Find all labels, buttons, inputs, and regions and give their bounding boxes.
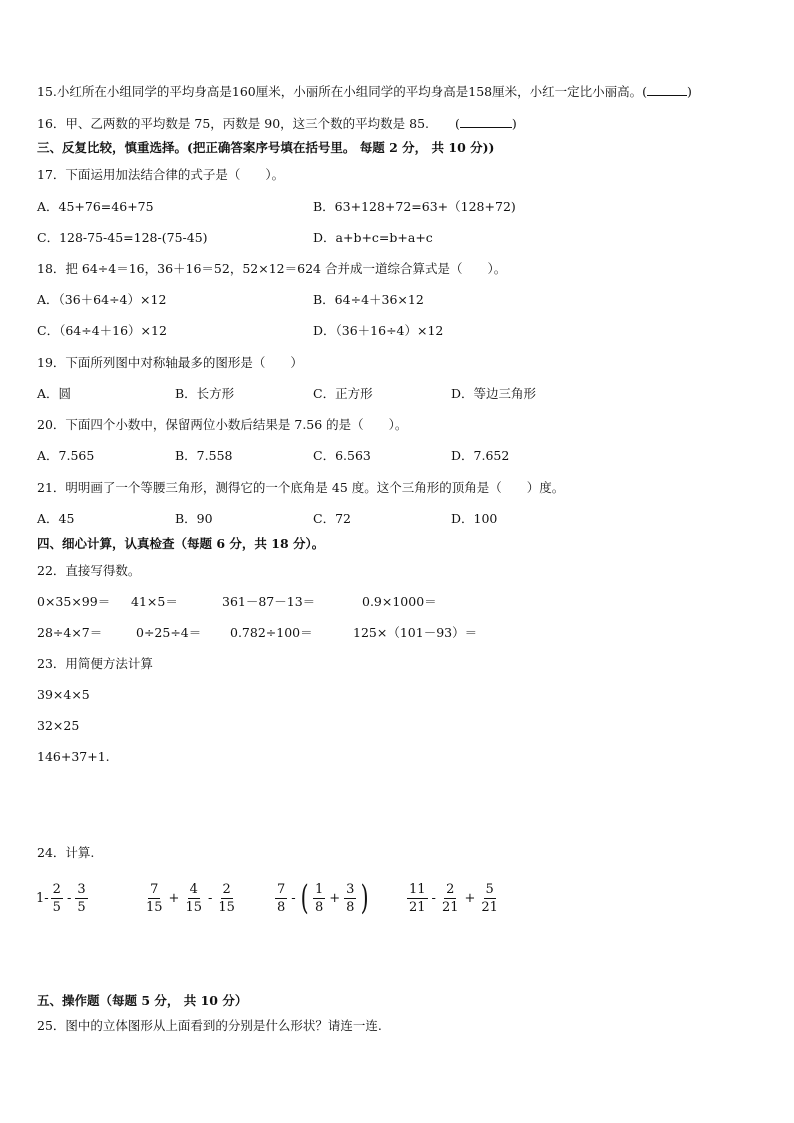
answer-blank-16[interactable] bbox=[460, 116, 512, 128]
question-19-stem: 19．下面所列图中对称轴最多的图形是（ ） bbox=[37, 355, 303, 370]
option-21-a[interactable]: A．45 bbox=[37, 511, 75, 526]
fraction: $\frac{1}{8}$ bbox=[314, 881, 324, 915]
fraction-expression-3: $\frac{7}{8}$ - ( $\frac{1}{8}$ + $\frac{3}{8}$ ) bbox=[277, 878, 370, 918]
question-15: 15.小红所在小组同学的平均身高是160厘米，小丽所在小组同学的平均身高是158厘米，小红一定比小丽高。( ) bbox=[37, 84, 692, 99]
fraction: $\frac{2}{15}$ bbox=[218, 881, 235, 915]
option-21-d[interactable]: D．100 bbox=[451, 511, 498, 526]
option-20-a[interactable]: A．7.565 bbox=[37, 448, 95, 463]
calc-item: 0×35×99＝ bbox=[37, 594, 111, 609]
fraction: $\frac{2}{5}$ bbox=[52, 881, 61, 915]
fraction: $\frac{4}{15}$ bbox=[185, 881, 202, 915]
option-18-c[interactable]: C．（64÷4＋16）×12 bbox=[37, 323, 167, 338]
section-5-heading: 五、操作题（每题 5 分， 共 10 分） bbox=[37, 993, 248, 1008]
section-3-heading: 三、反复比较，慎重选择。(把正确答案序号填在括号里。 每题 2 分， 共 10 分)) bbox=[37, 140, 495, 155]
question-25-stem: 25．图中的立体图形从上面看到的分别是什么形状？请连一连. bbox=[37, 1018, 382, 1033]
question-16-text: 16．甲、乙两数的平均数是 75，丙数是 90，这三个数的平均数是 85. bbox=[37, 116, 430, 131]
option-21-c[interactable]: C．72 bbox=[313, 511, 351, 526]
calc-item: 28÷4×7＝ bbox=[37, 625, 103, 640]
left-parenthesis: ( bbox=[300, 878, 309, 918]
fraction: $\frac{2}{21}$ bbox=[441, 881, 459, 915]
calc-item: 0.782÷100＝ bbox=[230, 625, 313, 640]
calc-item: 361－87－13＝ bbox=[222, 594, 316, 609]
option-20-d[interactable]: D．7.652 bbox=[451, 448, 510, 463]
option-20-c[interactable]: C．6.563 bbox=[313, 448, 371, 463]
question-21-stem: 21．明明画了一个等腰三角形，测得它的一个底角是 45 度。这个三角形的顶角是（ ）度。 bbox=[37, 480, 565, 495]
fraction-expression-1: 1- $\frac{2}{5}$ - $\frac{3}{5}$ bbox=[36, 881, 86, 915]
option-17-a[interactable]: A．45+76=46+75 bbox=[37, 199, 154, 214]
fraction-expression-4: $\frac{11}{21}$ - $\frac{2}{21}$ + $\frac{5}{21}$ bbox=[409, 881, 498, 915]
fraction: $\frac{3}{8}$ bbox=[346, 881, 355, 915]
calc-item: 32×25 bbox=[37, 718, 80, 733]
fraction: $\frac{11}{21}$ bbox=[409, 881, 426, 915]
fraction: $\frac{3}{5}$ bbox=[77, 881, 86, 915]
question-17-stem: 17．下面运用加法结合律的式子是（ ）。 bbox=[37, 167, 285, 182]
option-20-b[interactable]: B．7.558 bbox=[175, 448, 233, 463]
question-18-stem: 18．把 64÷4＝16，36＋16＝52，52×12＝624 合并成一道综合算式是（ ）。 bbox=[37, 261, 507, 276]
question-16: 16．甲、乙两数的平均数是 75，丙数是 90，这三个数的平均数是 85. ( ) bbox=[37, 116, 517, 131]
section-4-heading: 四、细心计算，认真检查（每题 6 分，共 18 分）。 bbox=[37, 536, 325, 551]
calc-item: 125×（101－93）＝ bbox=[353, 625, 478, 640]
right-parenthesis: ) bbox=[361, 878, 370, 918]
option-21-b[interactable]: B．90 bbox=[175, 511, 213, 526]
question-15-text: 15.小红所在小组同学的平均身高是160厘米，小丽所在小组同学的平均身高是158厘米，小红一定比小丽高。( bbox=[37, 84, 647, 99]
question-24-stem: 24．计算. bbox=[37, 845, 95, 860]
option-17-d[interactable]: D．a+b+c=b+a+c bbox=[313, 230, 433, 245]
question-23-stem: 23．用简便方法计算 bbox=[37, 656, 153, 671]
calc-item: 41×5＝ bbox=[131, 594, 178, 609]
calc-item: 39×4×5 bbox=[37, 687, 90, 702]
option-19-c[interactable]: C．正方形 bbox=[313, 386, 373, 401]
calc-item: 146+37+1. bbox=[37, 749, 110, 764]
fraction-expression-2: $\frac{7}{15}$ + $\frac{4}{15}$ - $\frac{2}{15}$ bbox=[146, 881, 235, 915]
calc-item: 0.9×1000＝ bbox=[362, 594, 437, 609]
option-18-d[interactable]: D．（36＋16÷4）×12 bbox=[313, 323, 444, 338]
answer-blank-15[interactable] bbox=[647, 84, 687, 96]
option-17-c[interactable]: C．128-75-45=128-(75-45) bbox=[37, 230, 208, 245]
option-18-a[interactable]: A．（36＋64÷4）×12 bbox=[37, 292, 167, 307]
option-19-a[interactable]: A．圆 bbox=[37, 386, 72, 401]
option-17-b[interactable]: B．63+128+72=63+（128+72) bbox=[313, 199, 516, 214]
fraction: $\frac{5}{21}$ bbox=[481, 881, 498, 915]
calc-item: 0÷25÷4＝ bbox=[136, 625, 202, 640]
option-19-d[interactable]: D．等边三角形 bbox=[451, 386, 537, 401]
question-22-stem: 22．直接写得数。 bbox=[37, 563, 141, 578]
fraction: $\frac{7}{15}$ bbox=[146, 881, 163, 915]
question-20-stem: 20．下面四个小数中，保留两位小数后结果是 7.56 的是（ ）。 bbox=[37, 417, 408, 432]
option-18-b[interactable]: B．64÷4＋36×12 bbox=[313, 292, 424, 307]
fraction: $\frac{7}{8}$ bbox=[277, 881, 286, 915]
option-19-b[interactable]: B．长方形 bbox=[175, 386, 235, 401]
